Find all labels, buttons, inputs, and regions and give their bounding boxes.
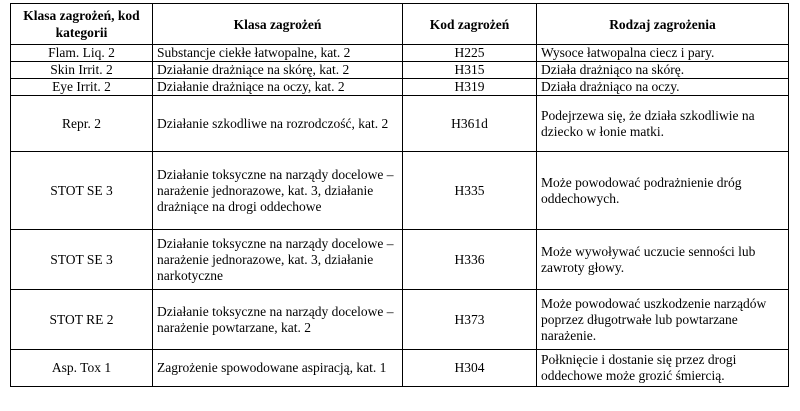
hazard-class-cell: Działanie toksyczne na narządy docelowe – narażenie powtarzane, kat. 2 bbox=[153, 290, 403, 350]
hazard-type-cell: Działa drażniąco na skórę. bbox=[537, 62, 789, 79]
hazard-class-cell: Działanie toksyczne na narządy docelowe – narażenie jednorazowe, kat. 3, działanie drażniące na drogi oddechowe bbox=[153, 152, 403, 230]
header-hazard-type: Rodzaj zagrożenia bbox=[537, 4, 789, 45]
hazard-code-cell: H304 bbox=[403, 350, 537, 387]
category-cell: STOT SE 3 bbox=[11, 230, 153, 290]
hazard-class-cell: Działanie drażniące na skórę, kat. 2 bbox=[153, 62, 403, 79]
table-row bbox=[11, 152, 789, 230]
table-header-row bbox=[11, 4, 789, 45]
hazard-type-cell: Może powodować uszkodzenie narządów poprzez długotrwałe lub powtarzane narażenie. bbox=[537, 290, 789, 350]
category-cell: Flam. Liq. 2 bbox=[11, 45, 153, 62]
category-cell: Eye Irrit. 2 bbox=[11, 79, 153, 96]
hazard-type-cell: Wysoce łatwopalna ciecz i pary. bbox=[537, 45, 789, 62]
hazard-class-cell: Zagrożenie spowodowane aspiracją, kat. 1 bbox=[153, 350, 403, 387]
table-row bbox=[11, 45, 789, 62]
table-row bbox=[11, 96, 789, 152]
table-row bbox=[11, 350, 789, 387]
hazard-code-cell: H336 bbox=[403, 230, 537, 290]
category-cell: STOT SE 3 bbox=[11, 152, 153, 230]
category-cell: Repr. 2 bbox=[11, 96, 153, 152]
hazard-code-cell: H361d bbox=[403, 96, 537, 152]
table-row bbox=[11, 79, 789, 96]
category-cell: STOT RE 2 bbox=[11, 290, 153, 350]
hazard-class-cell: Działanie szkodliwe na rozrodczość, kat. 2 bbox=[153, 96, 403, 152]
hazard-code-cell: H373 bbox=[403, 290, 537, 350]
hazard-code-cell: H335 bbox=[403, 152, 537, 230]
hazard-type-cell: Może powodować podrażnienie dróg oddechowych. bbox=[537, 152, 789, 230]
hazard-code-cell: H319 bbox=[403, 79, 537, 96]
header-hazard-code: Kod zagrożeń bbox=[403, 4, 537, 45]
hazard-class-cell: Działanie drażniące na oczy, kat. 2 bbox=[153, 79, 403, 96]
table-row bbox=[11, 62, 789, 79]
hazard-code-cell: H225 bbox=[403, 45, 537, 62]
hazard-type-cell: Podejrzewa się, że działa szkodliwie na dziecko w łonie matki. bbox=[537, 96, 789, 152]
hazard-class-cell: Substancje ciekłe łatwopalne, kat. 2 bbox=[153, 45, 403, 62]
hazard-type-cell: Połknięcie i dostanie się przez drogi oddechowe może grozić śmiercią. bbox=[537, 350, 789, 387]
hazard-type-cell: Może wywoływać uczucie senności lub zawroty głowy. bbox=[537, 230, 789, 290]
hazard-class-cell: Działanie toksyczne na narządy docelowe – narażenie jednorazowe, kat. 3, działanie narkotyczne bbox=[153, 230, 403, 290]
hazard-type-cell: Działa drażniąco na oczy. bbox=[537, 79, 789, 96]
hazard-code-cell: H315 bbox=[403, 62, 537, 79]
header-hazard-class: Klasa zagrożeń bbox=[153, 4, 403, 45]
header-category: Klasa zagrożeń, kod kategorii bbox=[11, 4, 153, 45]
category-cell: Skin Irrit. 2 bbox=[11, 62, 153, 79]
category-cell: Asp. Tox 1 bbox=[11, 350, 153, 387]
table-row bbox=[11, 290, 789, 350]
hazard-classification-table bbox=[10, 3, 789, 387]
table-row bbox=[11, 230, 789, 290]
